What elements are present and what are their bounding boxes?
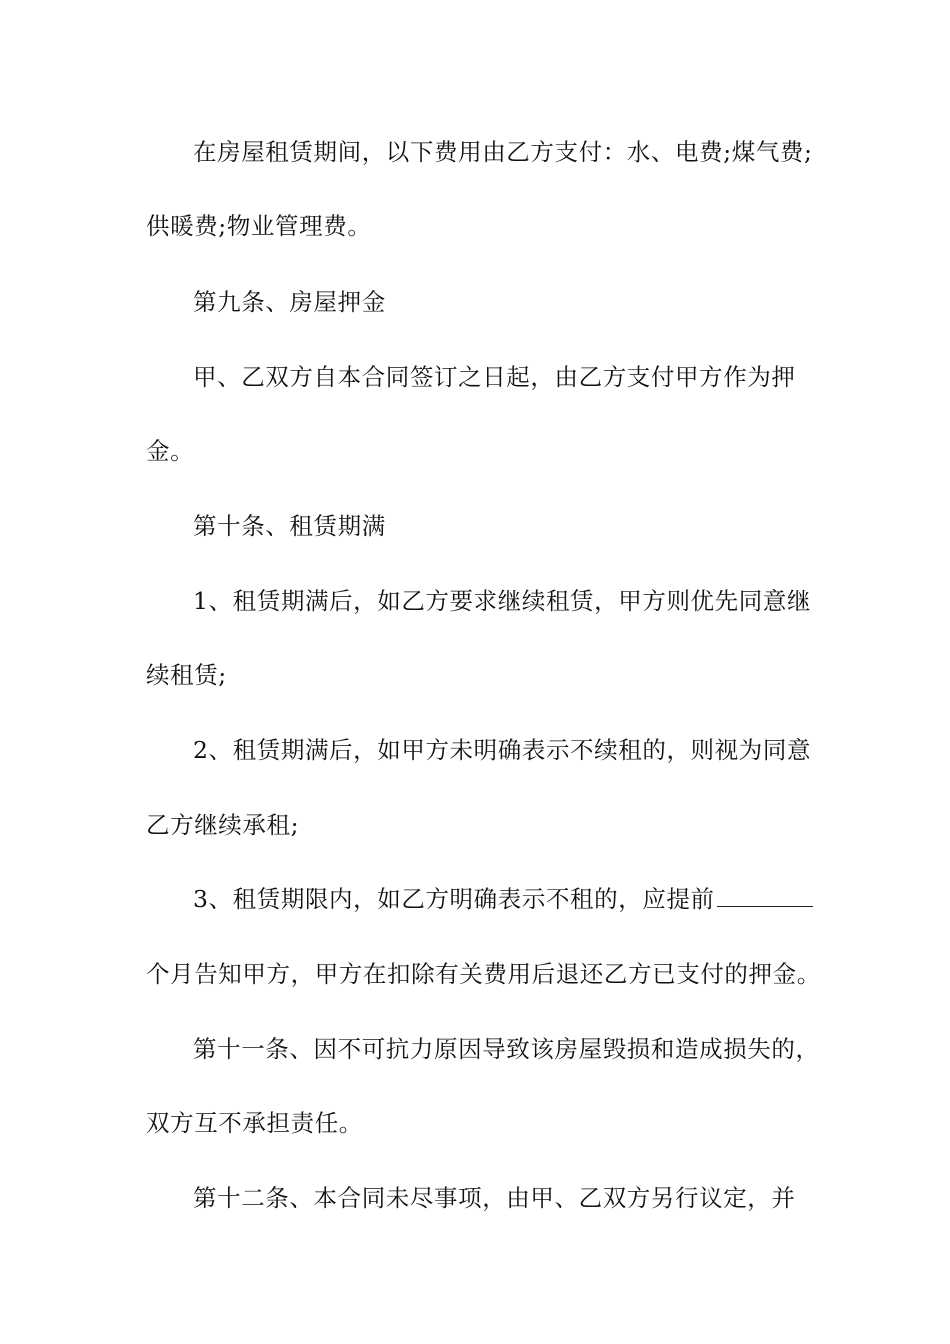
article-12-line-1: 第十二条、本合同未尽事项，由甲、乙双方另行议定，并 bbox=[193, 1184, 796, 1212]
paragraph-fees-line-1: 在房屋租赁期间，以下费用由乙方支付：水、电费;煤气费; bbox=[193, 138, 813, 166]
clause-1-line-1: 1、租赁期满后，如乙方要求继续租赁，甲方则优先同意继 bbox=[193, 587, 812, 615]
article-11-line-2: 双方互不承担责任。 bbox=[146, 1109, 363, 1137]
clause-3-text: 3、租赁期限内，如乙方明确表示不租的，应提前 bbox=[193, 885, 715, 913]
paragraph-deposit-line-2: 金。 bbox=[146, 437, 195, 465]
paragraph-fees-line-2: 供暖费;物业管理费。 bbox=[146, 212, 372, 240]
paragraph-deposit-line-1: 甲、乙双方自本合同签订之日起，由乙方支付甲方作为押 bbox=[193, 363, 796, 391]
fill-in-blank bbox=[717, 886, 813, 907]
clause-2-line-1: 2、租赁期满后，如甲方未明确表示不续租的，则视为同意 bbox=[193, 736, 812, 764]
article-11-line-1: 第十一条、因不可抗力原因导致该房屋毁损和造成损失的， bbox=[193, 1035, 820, 1063]
clause-1-line-2: 续租赁; bbox=[146, 661, 227, 689]
clause-3-line-1 bbox=[0, 884, 950, 914]
heading-article-10: 第十条、租赁期满 bbox=[193, 512, 386, 540]
heading-article-9: 第九条、房屋押金 bbox=[193, 288, 386, 316]
clause-3-line-2: 个月告知甲方，甲方在扣除有关费用后退还乙方已支付的押金。 bbox=[146, 960, 821, 988]
clause-2-line-2: 乙方继续承租; bbox=[146, 811, 300, 839]
